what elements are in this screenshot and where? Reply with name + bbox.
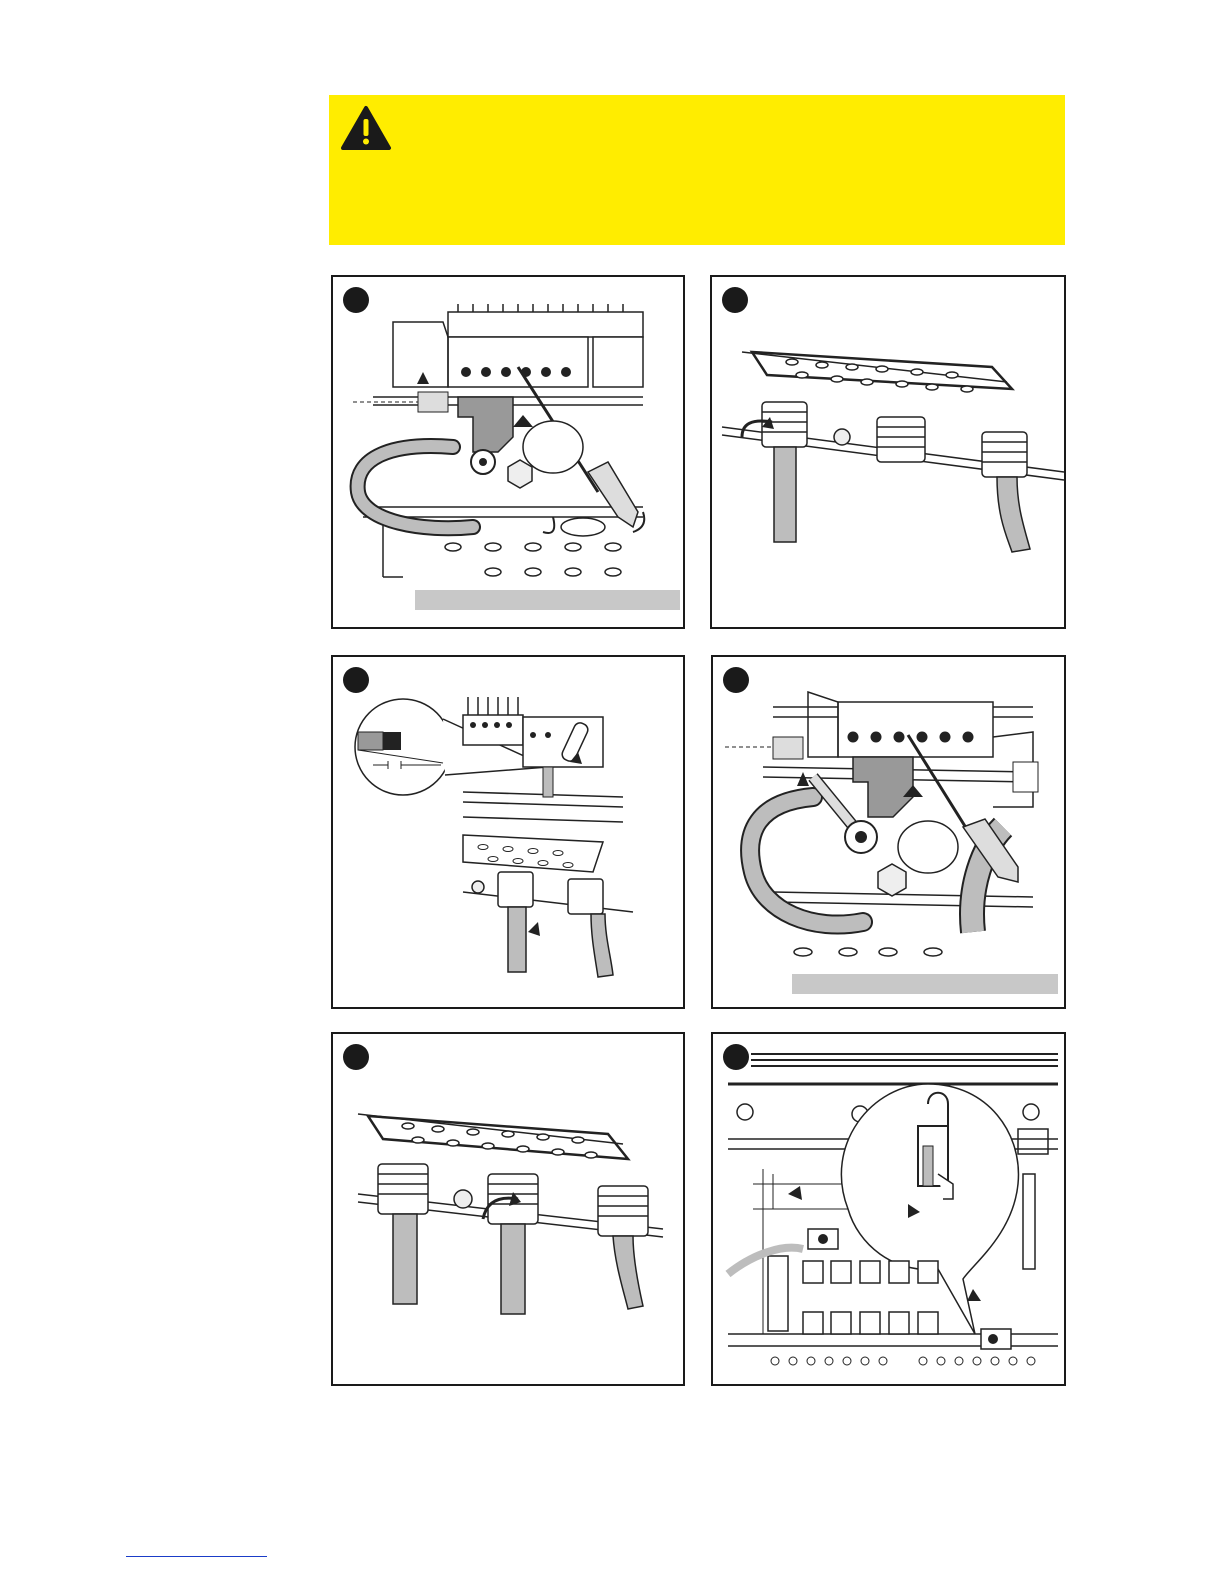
warning-triangle-icon bbox=[340, 105, 392, 151]
step-5-illustration bbox=[333, 1034, 683, 1384]
step-3-panel bbox=[331, 655, 685, 1009]
step-5-panel bbox=[331, 1032, 685, 1386]
warning-box bbox=[329, 95, 1065, 245]
footer-link-underline bbox=[126, 1556, 267, 1557]
step-2-panel bbox=[710, 275, 1066, 629]
step-6-panel bbox=[711, 1032, 1066, 1386]
step-2-illustration bbox=[712, 277, 1064, 627]
step-4-panel bbox=[711, 655, 1066, 1009]
step-4-caption-bar bbox=[792, 974, 1058, 994]
step-3-illustration bbox=[333, 657, 683, 1007]
step-1-caption-bar bbox=[415, 590, 680, 610]
step-1-illustration bbox=[333, 277, 683, 627]
step-6-illustration bbox=[713, 1034, 1064, 1384]
step-4-illustration bbox=[713, 657, 1064, 1007]
step-1-panel bbox=[331, 275, 685, 629]
